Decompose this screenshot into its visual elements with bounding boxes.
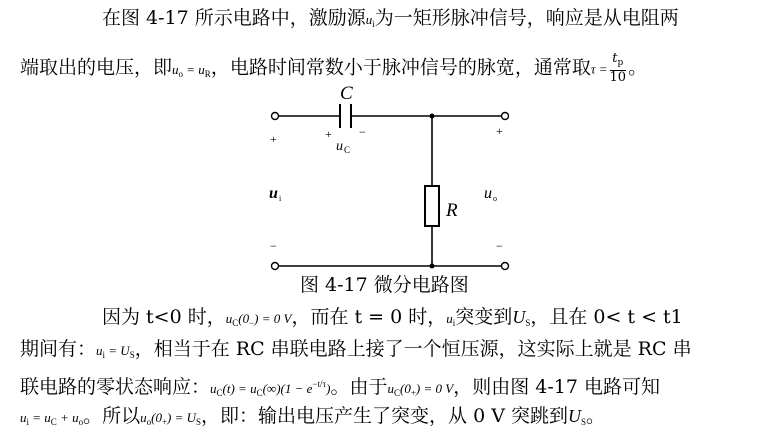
text-run: 联电路的零状态响应： <box>20 376 211 398</box>
math-symbol: (t) = u <box>222 381 257 396</box>
math-symbol: u <box>210 381 217 396</box>
math-symbol: (0 <box>399 381 411 396</box>
math-subscript: C <box>50 417 57 427</box>
paragraph-2-line-2 <box>20 337 692 367</box>
uo-label-subscript: o <box>493 194 497 203</box>
math-subscript: C <box>216 388 223 398</box>
math-symbol: u <box>172 61 179 77</box>
math-symbol: = u <box>29 410 51 425</box>
math-us <box>512 307 530 327</box>
text-run: 。 <box>628 56 648 79</box>
terminal-output-top <box>502 113 509 120</box>
terminal-output-bottom <box>502 263 509 270</box>
uo-label: u <box>484 185 492 202</box>
math-subscript: S <box>525 318 531 328</box>
math-subscript: − <box>249 318 255 328</box>
text-run: ，且在 0< t < t1 <box>530 306 683 328</box>
math-subscript: R <box>204 68 211 79</box>
math-subscript: o <box>178 68 184 79</box>
math-symbol: U <box>512 307 526 327</box>
math-symbol: u <box>446 311 453 326</box>
uc-minus-sign: − <box>359 125 366 139</box>
uc-label-subscript: C <box>344 145 351 155</box>
math-symbol: u <box>140 410 147 425</box>
math-symbol: u <box>225 311 233 326</box>
math-symbol: u <box>20 410 27 425</box>
text-run: ，即：输出电压产生了突变，从 0 V 突跳到 <box>201 405 568 427</box>
text-run: 期间有： <box>20 338 97 360</box>
text-run: 因为 t<0 时， <box>102 306 226 328</box>
math-symbol: ) = U <box>167 410 197 425</box>
math-subscript: S <box>196 417 202 427</box>
math-exponent: −t/τ <box>312 379 327 389</box>
math-symbol: t <box>612 51 618 66</box>
paragraph-2-line-3 <box>20 372 660 405</box>
math-subscript: o <box>146 417 152 427</box>
junction-bottom <box>430 264 435 269</box>
text-run: ，电路时间常数小于脉冲信号的脉宽，通常取 <box>210 56 591 79</box>
math-symbol: U <box>567 406 581 426</box>
resistor-body <box>425 186 439 226</box>
text-run: 端取出的电压，即 <box>20 56 173 79</box>
math-subscript: + <box>410 388 416 398</box>
output-plus-sign: + <box>496 124 503 138</box>
text-run: 。所以 <box>83 405 141 427</box>
output-minus-sign: − <box>496 239 503 253</box>
uc-plus-sign: + <box>325 127 332 141</box>
paragraph-2-line-4 <box>20 404 605 434</box>
math-us <box>568 406 586 426</box>
text-run: 为一矩形脉冲信号，响应是从电阻两 <box>374 7 679 29</box>
text-run: 。由于 <box>330 376 388 398</box>
math-symbol: + u <box>56 410 79 425</box>
math-subscript: + <box>161 417 168 427</box>
terminal-input-bottom <box>272 263 279 270</box>
terminal-input-top <box>272 113 279 120</box>
math-subscript: i <box>102 350 106 360</box>
math-kvl <box>20 410 83 425</box>
math-subscript: C <box>256 388 263 398</box>
math-symbol: ) <box>326 381 331 396</box>
math-uc-zero-state <box>210 381 330 396</box>
math-subscript: i <box>26 417 30 427</box>
ui-label: u <box>269 185 278 202</box>
math-symbol: (0 <box>238 311 250 326</box>
math-uc-0-minus <box>226 311 292 326</box>
text-run: ，而在 t = 0 时， <box>291 306 447 328</box>
uc-label: u <box>336 139 343 154</box>
text-run: 突变到 <box>455 306 513 328</box>
text-run: 在图 4-17 所示电路中，激励源 <box>102 7 366 29</box>
math-uc-0-plus <box>387 381 453 396</box>
text-run: ，相当于在 RC 串联电路上接了一个恒压源，这实际上就是 RC 串 <box>134 338 692 360</box>
math-symbol: ) = 0 V <box>254 311 292 326</box>
math-tau: τ = <box>590 61 608 77</box>
math-subscript: p <box>617 58 624 68</box>
math-symbol: (0 <box>151 410 162 425</box>
input-plus-sign: + <box>270 132 277 146</box>
resistor-label: R <box>446 200 458 221</box>
math-subscript: i <box>452 318 456 328</box>
math-symbol: u <box>96 343 103 358</box>
text-run: 。 <box>586 405 606 427</box>
math-symbol: u <box>387 381 394 396</box>
paragraph-2-line-1 <box>102 305 683 335</box>
figure-caption: 图 4-17 微分电路图 <box>300 274 469 296</box>
math-subscript: S <box>580 417 586 427</box>
math-symbol: ) = 0 V <box>415 381 454 396</box>
math-uo-0-plus <box>140 410 201 425</box>
math-subscript: i <box>372 19 375 29</box>
math-ui-equals-us <box>96 343 135 358</box>
junction-top <box>430 114 435 119</box>
math-subscript: S <box>129 350 135 360</box>
math-symbol: (∞)(1 − e <box>262 381 313 396</box>
math-symbol: = U <box>105 343 130 358</box>
math-ui <box>446 311 455 326</box>
math-subscript: C <box>232 318 239 328</box>
math-symbol: u <box>365 12 373 27</box>
math-subscript: o <box>78 417 84 427</box>
text-run: ，则由图 4-17 电路可知 <box>453 376 660 398</box>
capacitor-label: C <box>340 83 353 104</box>
input-minus-sign: − <box>270 239 277 253</box>
fraction-denominator: 10 <box>609 70 627 85</box>
math-symbol: = u <box>183 61 205 77</box>
math-subscript: C <box>393 388 400 398</box>
ui-label-subscript: i <box>279 194 282 203</box>
